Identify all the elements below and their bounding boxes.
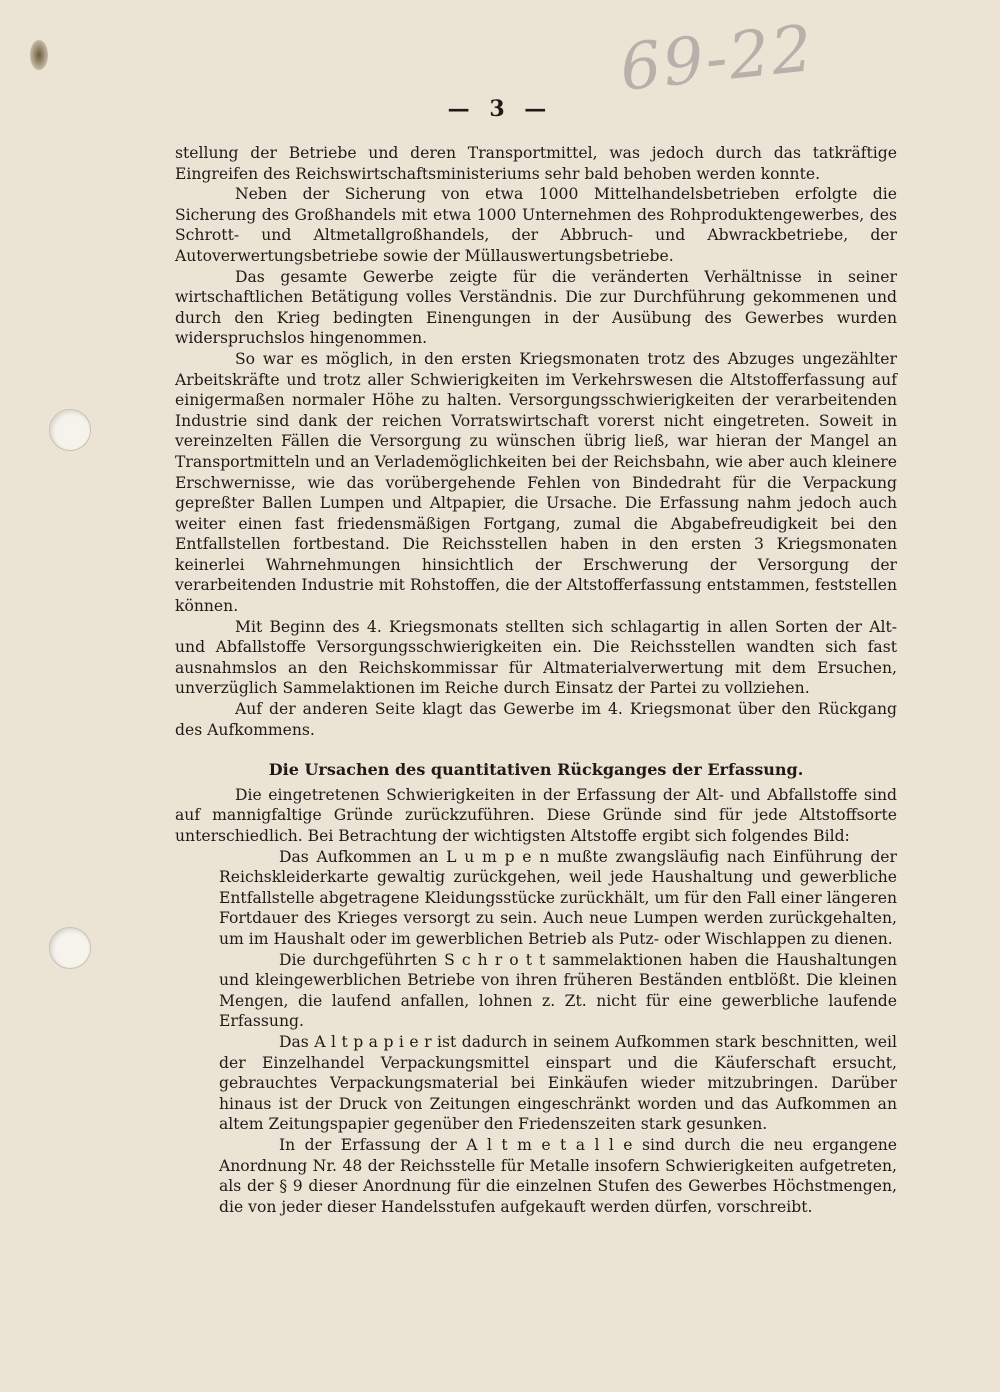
subparagraph-schrott: Die durchgeführten S c h r o t t sammelaktionen haben die Haushaltungen und kleingewerblichen Betriebe von ihren früheren Beständen entblößt. Die kleinen Mengen, die laufend anfallen, lohnen z. Zt. nicht für eine gewerbliche laufende Erfassung. [219, 950, 897, 1031]
paragraph: Auf der anderen Seite klagt das Gewerbe im 4. Kriegsmonat über den Rückgang des Aufkommens. [175, 700, 897, 739]
paragraph: Das gesamte Gewerbe zeigte für die veränderten Verhältnisse in seiner wirtschaftlichen Betätigung volles Verständnis. Die zur Durchführung gekommenen und durch den Krieg bedingten Einengungen in der Ausübung des Gewerbes wurden widerspruchslos hingenommen. [175, 267, 897, 348]
handwritten-archive-number: 69-22 [616, 12, 818, 106]
body-text [175, 143, 897, 1217]
subparagraph-list [175, 847, 897, 1218]
paragraph: So war es möglich, in den ersten Kriegsmonaten trotz des Abzuges ungezählter Arbeitskräfte und trotz aller Schwierigkeiten im Verkehrswesen die Altstofferfassung auf einigermaßen normaler Höhe zu halten. Versorgungsschwierigkeiten der verarbeitenden Industrie sind dank der reichen Vorratswirtschaft vorerst nicht eingetreten. Soweit in vereinzelten Fällen die Versorgung zu wünschen übrig ließ, war hieran der Mangel an Transportmitteln und an Verlademöglichkeiten bei der Reichsbahn, wie aber auch kleinere Erschwernisse, wie das vorübergehende Fehlen von Bindedraht für die Verpackung gepreßter Ballen Lumpen und Altpapier, die Ursache. Die Erfassung nahm jedoch auch weiter einen fast friedensmäßigen Fortgang, zumal die Abgabefreudigkeit bei den Entfallstellen fortbestand. Die Reichsstellen haben in den ersten 3 Kriegsmonaten keinerlei Wahrnehmungen hinsichtlich der Erschwerung der Versorgung der verarbeitenden Industrie mit Rohstoffen, die der Altstofferfassung entstammen, feststellen können. [175, 349, 897, 616]
paragraph: Mit Beginn des 4. Kriegsmonats stellten sich schlagartig in allen Sorten der Alt- und Abfallstoffe Versorgungsschwierigkeiten ein. Die Reichsstellen wandten sich fast ausnahmslos an den Reichskommissar für Altmaterialverwertung mit dem Ersuchen, unverzüglich Sammelaktionen im Reiche durch Einsatz der Partei zu vollziehen. [175, 617, 897, 698]
section-intro: Die eingetretenen Schwierigkeiten in der Erfassung der Alt- und Abfallstoffe sind auf mannigfaltige Gründe zurückzuführen. Diese Gründe sind für jede Altstoffsorte unterschiedlich. Bei Betrachtung der wichtigsten Altstoffe ergibt sich folgendes Bild: [175, 785, 897, 845]
section-heading: Die Ursachen des quantitativen Rückganges der Erfassung. [268, 760, 804, 780]
page-number: — 3 — [447, 96, 553, 122]
subparagraph-lumpen: Das Aufkommen an L u m p e n mußte zwangsläufig nach Einführung der Reichskleiderkarte gewaltig zurückgehen, weil jede Haushaltung und gewerbliche Entfallstelle abgetragene Kleidungsstücke zurückhält, um für den Fall einer längeren Fortdauer des Krieges versorgt zu sein. Auch neue Lumpen werden zurückgehalten, um im Haushalt oder im gewerblichen Betrieb als Putz- oder Wischlappen zu dienen. [219, 847, 897, 948]
punch-hole-top [49, 409, 91, 451]
paper-stain [30, 40, 48, 70]
punch-hole-bottom [49, 927, 91, 969]
paragraph: stellung der Betriebe und deren Transportmittel, was jedoch durch das tatkräftige Eingreifen des Reichswirtschaftsministeriums sehr bald behoben werden konnte. [175, 144, 897, 183]
subparagraph-altpapier: Das A l t p a p i e r ist dadurch in seinem Aufkommen stark beschnitten, weil der Einzelhandel Verpackungsmittel einspart und die Käuferschaft ersucht, gebrauchtes Verpackungsmaterial bei Einkäufen wieder mitzubringen. Darüber hinaus ist der Druck von Zeitungen eingeschränkt worden und das Aufkommen an altem Zeitungspapier gegenüber den Friedenszeiten stark gesunken. [219, 1032, 897, 1134]
paragraph: Neben der Sicherung von etwa 1000 Mittelhandelsbetrieben erfolgte die Sicherung des Großhandels mit etwa 1000 Unternehmen des Rohproduktengewerbes, des Schrott- und Altmetallgroßhandels, der Abbruch- und Abwrackbetriebe, der Autoverwertungsbetriebe sowie der Müllauswertungsbetriebe. [175, 185, 897, 265]
subparagraph-altmetalle: In der Erfassung der A l t m e t a l l e sind durch die neu ergangene Anordnung Nr. 48 der Reichsstelle für Metalle insofern Schwierigkeiten aufgetreten, als der § 9 dieser Anordnung für die einzelnen Stufen des Gewerbes Höchstmengen, die von jeder dieser Handelsstufen aufgekauft werden dürfen, vorschreibt. [219, 1135, 897, 1216]
